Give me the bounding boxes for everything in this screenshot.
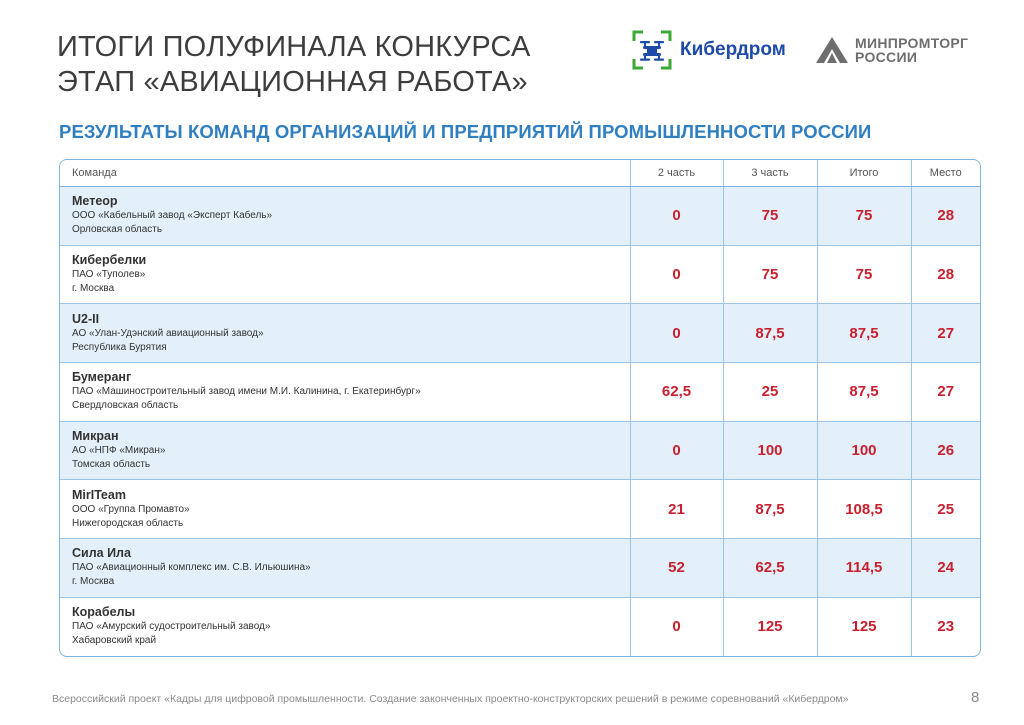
place-value: 26	[911, 421, 980, 480]
total-score: 108,5	[817, 480, 911, 539]
team-region: Томская область	[72, 459, 151, 471]
place-value: 25	[911, 480, 980, 539]
place-value: 27	[911, 304, 980, 363]
part3-score: 100	[723, 421, 817, 480]
team-cell	[60, 539, 630, 598]
page-title-line2: ЭТАП «АВИАЦИОННАЯ РАБОТА»	[57, 66, 528, 98]
team-organization: АО «НПФ «Микран»	[72, 445, 166, 457]
part3-score: 25	[723, 363, 817, 422]
part2-score: 0	[630, 187, 723, 246]
team-region: Свердловская область	[72, 400, 179, 412]
place-value: 27	[911, 363, 980, 422]
minpromtorg-line1: МИНПРОМТОРГ	[855, 35, 969, 51]
team-name: Корабелы	[72, 605, 136, 620]
team-cell	[60, 421, 630, 480]
triangle-emblem-icon	[815, 36, 849, 64]
cyberdrom-brand-text: Кибердром	[680, 39, 786, 60]
team-region: г. Москва	[72, 576, 115, 588]
table-row	[60, 539, 980, 598]
table-row	[60, 363, 980, 422]
table-row	[60, 304, 980, 363]
team-cell	[60, 597, 630, 656]
team-region: Республика Бурятия	[72, 341, 167, 353]
team-organization: ПАО «Машиностроительный завод имени М.И. Калинина, г. Екатеринбург»	[72, 386, 421, 398]
section-subtitle: РЕЗУЛЬТАТЫ КОМАНД ОРГАНИЗАЦИЙ И ПРЕДПРИЯТИЙ ПРОМЫШЛЕННОСТИ РОССИИ	[59, 121, 872, 142]
column-header-total: Итого	[817, 160, 911, 187]
team-cell	[60, 187, 630, 246]
team-region: Нижегородская область	[72, 517, 184, 529]
part3-score: 87,5	[723, 480, 817, 539]
minpromtorg-text	[855, 36, 968, 64]
column-header-part3: 3 часть	[723, 160, 817, 187]
team-region: Орловская область	[72, 224, 163, 236]
team-name: Бумеранг	[72, 370, 132, 385]
part2-score: 0	[630, 421, 723, 480]
page-title-line1: ИТОГИ ПОЛУФИНАЛА КОНКУРСА	[57, 31, 531, 63]
part3-score: 75	[723, 187, 817, 246]
page-number: 8	[971, 689, 980, 706]
place-value: 24	[911, 539, 980, 598]
total-score: 87,5	[817, 363, 911, 422]
table-row	[60, 245, 980, 304]
total-score: 125	[817, 597, 911, 656]
team-cell	[60, 304, 630, 363]
total-score: 87,5	[817, 304, 911, 363]
total-score: 75	[817, 187, 911, 246]
team-cell	[60, 245, 630, 304]
total-score: 75	[817, 245, 911, 304]
page-title	[57, 30, 531, 100]
team-name: MirITeam	[72, 487, 126, 502]
team-region: Хабаровский край	[72, 635, 157, 647]
part2-score: 52	[630, 539, 723, 598]
team-cell	[60, 480, 630, 539]
part3-score: 87,5	[723, 304, 817, 363]
team-region: г. Москва	[72, 283, 115, 295]
place-value: 23	[911, 597, 980, 656]
column-header-part2: 2 часть	[630, 160, 723, 187]
team-organization: ПАО «Авиационный комплекс им. С.В. Ильюшина»	[72, 562, 311, 574]
place-value: 28	[911, 245, 980, 304]
total-score: 100	[817, 421, 911, 480]
cyberdrom-logo	[632, 30, 786, 70]
team-name: Кибербелки	[72, 253, 147, 268]
part3-score: 62,5	[723, 539, 817, 598]
place-value: 28	[911, 187, 980, 246]
team-cell	[60, 363, 630, 422]
team-organization: АО «Улан-Удэнский авиационный завод»	[72, 327, 264, 339]
results-table-container	[59, 159, 981, 657]
results-table	[60, 160, 980, 656]
table-row	[60, 421, 980, 480]
team-name: Метеор	[72, 194, 118, 209]
part3-score: 125	[723, 597, 817, 656]
table-row	[60, 597, 980, 656]
minpromtorg-logo	[815, 36, 968, 64]
team-organization: ПАО «Амурский судостроительный завод»	[72, 621, 271, 633]
column-header-place: Место	[911, 160, 980, 187]
part2-score: 21	[630, 480, 723, 539]
total-score: 114,5	[817, 539, 911, 598]
footer-text: Всероссийский проект «Кадры для цифровой промышленности. Создание законченных проектно-конструкторских решений в режиме соревнований «Кибердром»	[52, 693, 849, 705]
team-name: Сила Ила	[72, 546, 131, 561]
table-row	[60, 187, 980, 246]
part2-score: 0	[630, 597, 723, 656]
minpromtorg-line2: РОССИИ	[855, 49, 918, 65]
part3-score: 75	[723, 245, 817, 304]
table-header-row	[60, 160, 980, 187]
part2-score: 0	[630, 304, 723, 363]
team-name: Микран	[72, 429, 119, 444]
team-organization: ООО «Кабельный завод «Эксперт Кабель»	[72, 210, 273, 222]
part2-score: 62,5	[630, 363, 723, 422]
part2-score: 0	[630, 245, 723, 304]
team-name: U2-II	[72, 311, 100, 326]
table-row	[60, 480, 980, 539]
column-header-team: Команда	[60, 160, 630, 187]
team-organization: ПАО «Туполев»	[72, 269, 146, 281]
drone-icon	[632, 30, 672, 70]
team-organization: ООО «Группа Промавто»	[72, 503, 190, 515]
